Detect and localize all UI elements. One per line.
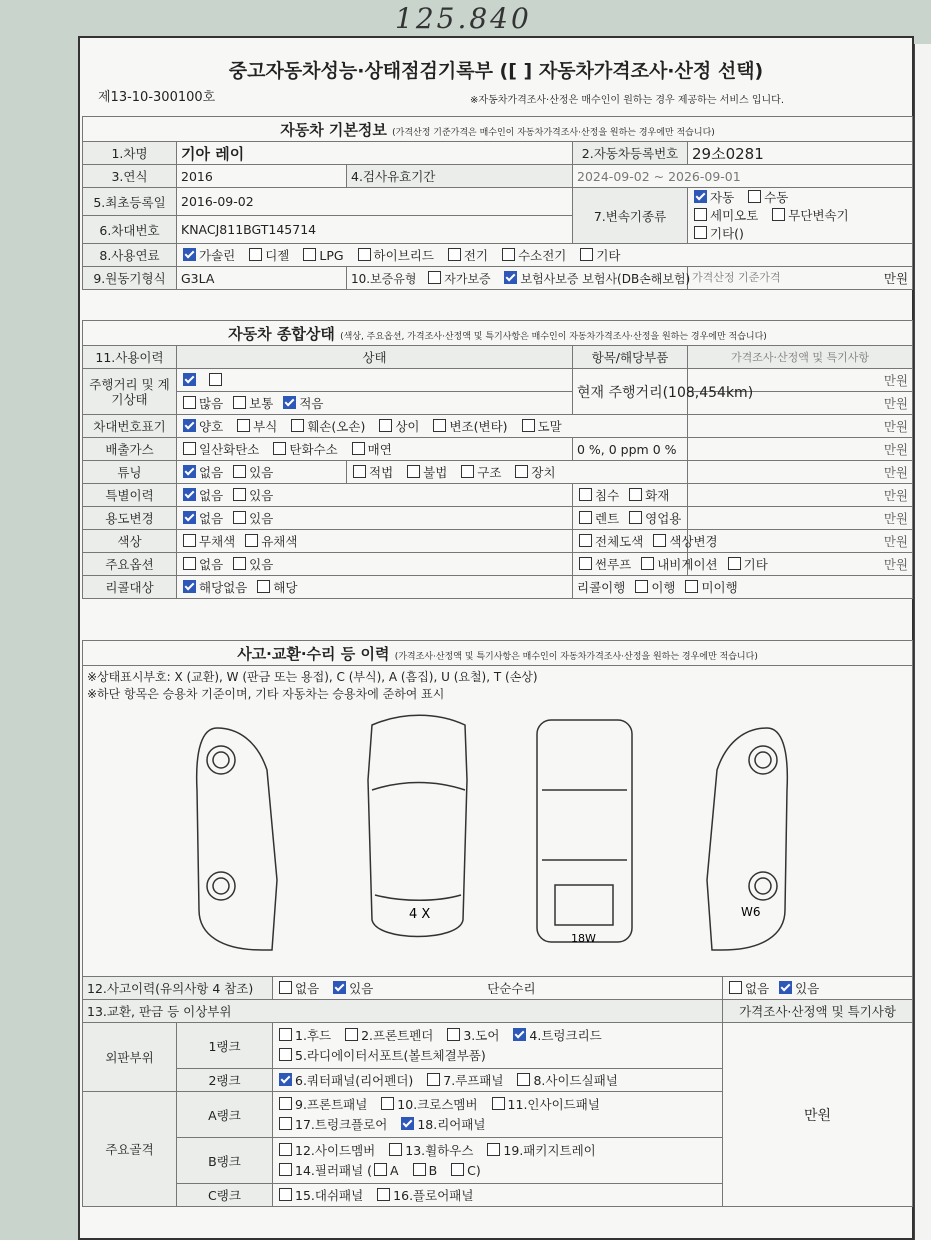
rankA-label: A랭크 [177, 1092, 273, 1138]
usage-label: 용도변경 [83, 507, 177, 530]
reg-no-label: 2.자동차등록번호 [573, 142, 688, 165]
parts-price-label: 가격조사·산정액 및 특기사항 [723, 1000, 913, 1023]
accident-section-header: 사고·교환·수리 등 이력 (가격조사·산정액 및 특기사항은 매수인이 자동차가격조사·산정을 원하는 경우에만 적습니다) [83, 641, 913, 666]
part-radiator-support-checkbox[interactable] [279, 1048, 292, 1061]
tuning-structure-checkbox[interactable] [461, 465, 474, 478]
fuel-hybrid-checkbox[interactable] [358, 248, 371, 261]
usage-rent-checkbox[interactable] [579, 511, 592, 524]
won-unit: 만원 [688, 392, 913, 415]
won-unit: 만원 [688, 438, 913, 461]
usage-items: 렌트 영업용 [573, 507, 688, 530]
rankC-label: C랭크 [177, 1184, 273, 1207]
won-unit: 만원 [688, 553, 913, 576]
mileage-state-1 [177, 369, 573, 392]
inspect-period: 2024-09-02 ~ 2026-09-01 [573, 165, 913, 188]
options-navi-checkbox[interactable] [641, 557, 654, 570]
emission-co-checkbox[interactable] [183, 442, 196, 455]
fuel-diesel-checkbox[interactable] [249, 248, 262, 261]
rank2-items: 6.쿼터패널(리어펜더) 7.루프패널 8.사이드실패널 [273, 1069, 723, 1092]
rankA-items: 9.프론트패널 10.크로스멤버 11.인사이드패널 17.트렁크플로어 18.리어패널 [273, 1092, 723, 1138]
mileage-normal-checkbox[interactable] [233, 396, 246, 409]
color-items: 전체도색 색상변경 [573, 530, 688, 553]
reg-no-value: 29소0281 [688, 142, 913, 165]
won-unit: 만원 [688, 530, 913, 553]
pillar-b-checkbox[interactable] [413, 1163, 426, 1176]
emission-label: 배출가스 [83, 438, 177, 461]
warranty-insurer-checkbox[interactable] [504, 271, 517, 284]
fuel-other-checkbox[interactable] [580, 248, 593, 261]
mileage-low-checkbox[interactable] [283, 396, 296, 409]
part-dash-panel-checkbox[interactable] [279, 1188, 292, 1201]
recall-label: 리콜대상 [83, 576, 177, 599]
recall-items: 리콜이행 이행 미이행 [573, 576, 913, 599]
special-items: 침수 화재 [573, 484, 688, 507]
pillar-a-checkbox[interactable] [374, 1163, 387, 1176]
won-unit: 만원 [688, 507, 913, 530]
top-view [368, 715, 467, 936]
rank2-label: 2랭크 [177, 1069, 273, 1092]
won-unit: 만원 [688, 369, 913, 392]
recall-notdone-checkbox[interactable] [685, 580, 698, 593]
color-chromatic-checkbox[interactable] [245, 534, 258, 547]
tuning-options: 없음 있음 [177, 461, 347, 484]
won-unit: 만원 [688, 461, 913, 484]
engine-label: 9.원동기형식 [83, 267, 177, 290]
usage-business-checkbox[interactable] [629, 511, 642, 524]
tuning-device-checkbox[interactable] [515, 465, 528, 478]
special-none-checkbox[interactable] [183, 488, 196, 501]
first-reg-label: 5.최초등록일 [83, 188, 177, 216]
part-rear-panel-checkbox[interactable] [401, 1117, 414, 1130]
mileage-label: 주행거리 및 계기상태 [83, 369, 177, 415]
rank1-label: 1랭크 [177, 1023, 273, 1069]
trans-label: 7.변속기종류 [573, 188, 688, 244]
recall-none-checkbox[interactable] [183, 580, 196, 593]
part-side-sill-checkbox[interactable] [517, 1073, 530, 1086]
frame-view [537, 720, 632, 942]
price-base-cell: 가격산정 기준가격 만원 [688, 267, 913, 290]
part-package-tray-checkbox[interactable] [487, 1143, 500, 1156]
tuning-yes-checkbox[interactable] [233, 465, 246, 478]
adjacent-page-edge [914, 44, 931, 1240]
recall-yes-checkbox[interactable] [257, 580, 270, 593]
recall-done-checkbox[interactable] [635, 580, 648, 593]
col-state: 상태 [177, 346, 573, 369]
part-fender-checkbox[interactable] [345, 1028, 358, 1041]
trans-auto-checkbox[interactable] [694, 190, 707, 203]
usage-none-checkbox[interactable] [183, 511, 196, 524]
tuning-legal-checkbox[interactable] [353, 465, 366, 478]
rankB-label: B랭크 [177, 1138, 273, 1184]
fuel-label: 8.사용연료 [83, 244, 177, 267]
parts-label: 13.교환, 판금 등 이상부위 [83, 1000, 723, 1023]
mileage-value: 현재 주행거리(108,454km) [573, 369, 688, 415]
fuel-hydrogen-checkbox[interactable] [502, 248, 515, 261]
simple-none-checkbox[interactable] [729, 981, 742, 994]
part-pillar-panel-checkbox[interactable] [279, 1163, 292, 1176]
part-side-member-checkbox[interactable] [279, 1143, 292, 1156]
color-full-paint-checkbox[interactable] [579, 534, 592, 547]
col-history: 11.사용이력 [83, 346, 177, 369]
warranty-row: 10.보증유형 자가보증 보험사보증 보험사(DB손해보험) [347, 267, 688, 290]
part-inside-panel-checkbox[interactable] [492, 1097, 505, 1110]
emission-values: 0 %, 0 ppm 0 % [573, 438, 688, 461]
trans-semi-checkbox[interactable] [694, 208, 707, 221]
car-name-label: 1.차명 [83, 142, 177, 165]
simple-repair-options: 없음 있음 [723, 977, 913, 1000]
vin-value: KNACJ811BGT145714 [177, 216, 573, 244]
basic-info-table [82, 116, 913, 290]
tuning-none-checkbox[interactable] [183, 465, 196, 478]
part-hood-checkbox[interactable] [279, 1028, 292, 1041]
options-sunroof-checkbox[interactable] [579, 557, 592, 570]
fuel-lpg-checkbox[interactable] [303, 248, 316, 261]
tuning-items: 적법 불법 구조 장치 [347, 461, 688, 484]
rankC-items: 15.대쉬패널 16.플로어패널 [273, 1184, 723, 1207]
fuel-gasoline-checkbox[interactable] [183, 248, 196, 261]
color-label: 색상 [83, 530, 177, 553]
legend: ※상태표시부호: X (교환), W (판금 또는 용접), C (부식), A (흠집), U (요철), T (손상) ※하단 항목은 승용차 기준이며, 기타 자동차는 승용차에 준하여 표시 [83, 666, 913, 707]
recall-options: 해당없음 해당 [177, 576, 573, 599]
options-other-checkbox[interactable] [728, 557, 741, 570]
color-achromatic-checkbox[interactable] [183, 534, 196, 547]
inspect-label: 4.검사유효기간 [347, 165, 573, 188]
mark-rear-panel: 18W [571, 932, 596, 945]
vin-mark-corrode-checkbox[interactable] [237, 419, 250, 432]
car-name-value: 기아 레이 [177, 142, 573, 165]
year-label: 3.연식 [83, 165, 177, 188]
year-value: 2016 [177, 165, 347, 188]
basic-section-header: 자동차 기본정보 (가격산정 기준가격은 매수인이 자동차가격조사·산정을 원하는 경우에만 적습니다) [83, 117, 913, 142]
trans-cvt-checkbox[interactable] [772, 208, 785, 221]
doc-number: 제13-10-300100호 [98, 90, 216, 105]
special-options: 없음 있음 [177, 484, 573, 507]
trans-other-checkbox[interactable] [694, 226, 707, 239]
won-unit: 만원 [688, 415, 913, 438]
special-flood-checkbox[interactable] [579, 488, 592, 501]
special-fire-checkbox[interactable] [629, 488, 642, 501]
part-trunk-floor-checkbox[interactable] [279, 1117, 292, 1130]
won-unit: 만원 [688, 484, 913, 507]
first-reg-value: 2016-09-02 [177, 188, 573, 216]
emission-hc-checkbox[interactable] [273, 442, 286, 455]
trans-options: 자동 수동 세미오토 무단변속기 기타() [688, 188, 913, 244]
col-item: 항목/해당부품 [573, 346, 688, 369]
mileage-bad-checkbox[interactable] [209, 373, 222, 386]
mark-quarter-panel: W6 [741, 905, 761, 919]
status-table [82, 320, 913, 599]
pillar-c-checkbox[interactable] [451, 1163, 464, 1176]
outer-label: 외판부위 [83, 1023, 177, 1092]
accident-yes-checkbox[interactable] [333, 981, 346, 994]
inspection-form [78, 36, 914, 1240]
color-change-checkbox[interactable] [653, 534, 666, 547]
parts-price-value: 만원 [723, 1023, 913, 1207]
options-items: 썬루프 내비게이션 기타 [573, 553, 688, 576]
color-options: 무채색 유채색 [177, 530, 573, 553]
part-roof-panel-checkbox[interactable] [427, 1073, 440, 1086]
vin-mark-damage-checkbox[interactable] [291, 419, 304, 432]
vin-mark-diff-checkbox[interactable] [379, 419, 392, 432]
side-view-left [197, 728, 277, 950]
options-label: 주요옵션 [83, 553, 177, 576]
part-front-panel-checkbox[interactable] [279, 1097, 292, 1110]
car-diagram-area [83, 706, 913, 977]
options-yes-checkbox[interactable] [233, 557, 246, 570]
fuel-electric-checkbox[interactable] [448, 248, 461, 261]
warranty-self-checkbox[interactable] [428, 271, 441, 284]
part-quarter-panel-checkbox[interactable] [279, 1073, 292, 1086]
trans-manual-checkbox[interactable] [748, 190, 761, 203]
status-section-header: 자동차 종합상태 (색상, 주요옵션, 가격조사·산정액 및 특기사항은 매수인이 자동차가격조사·산정을 원하는 경우에만 적습니다) [83, 321, 913, 346]
service-notice: ※자동차가격조사·산정은 매수인이 원하는 경우 제공하는 서비스 입니다. [470, 95, 784, 106]
part-cross-member-checkbox[interactable] [381, 1097, 394, 1110]
accident-table [82, 640, 913, 1207]
accident-none-checkbox[interactable] [279, 981, 292, 994]
col-price-note: 가격조사·산정액 및 특기사항 [688, 346, 913, 369]
part-door-checkbox[interactable] [447, 1028, 460, 1041]
vin-mark-label: 차대번호표기 [83, 415, 177, 438]
frame-label: 주요골격 [83, 1092, 177, 1207]
mark-trunk-lid: 4 X [409, 907, 431, 922]
vin-mark-options: 양호 부식 훼손(오손) 상이 변조(변타) 도말 [177, 415, 688, 438]
accident-history-label: 12.사고이력(유의사항 4 참조) [83, 977, 273, 1000]
vin-mark-altered-checkbox[interactable] [433, 419, 446, 432]
mileage-good-checkbox[interactable] [183, 373, 196, 386]
vin-mark-painted-checkbox[interactable] [522, 419, 535, 432]
car-diagrams [87, 710, 907, 972]
emission-options: 일산화탄소 탄화수소 매연 [177, 438, 573, 461]
options-options: 없음 있음 [177, 553, 573, 576]
accident-history-row: 없음 있음 단순수리 [273, 977, 723, 1000]
usage-yes-checkbox[interactable] [233, 511, 246, 524]
form-title: 중고자동차성능·상태점검기록부 ([ ] 자동차가격조사·산정 선택) [228, 60, 764, 82]
part-floor-panel-checkbox[interactable] [377, 1188, 390, 1201]
mileage-high-checkbox[interactable] [183, 396, 196, 409]
options-none-checkbox[interactable] [183, 557, 196, 570]
handwritten-note: 125.840 [395, 2, 532, 35]
vin-mark-good-checkbox[interactable] [183, 419, 196, 432]
vin-label: 6.차대번호 [83, 216, 177, 244]
tuning-label: 튜닝 [83, 461, 177, 484]
fuel-options: 가솔린 디젤 LPG 하이브리드 전기 수소전기 기타 [177, 244, 913, 267]
mileage-state-2: 많음 보통 적음 [177, 392, 573, 415]
tuning-illegal-checkbox[interactable] [407, 465, 420, 478]
rank1-items: 1.후드 2.프론트펜더 3.도어 4.트렁크리드 5.라디에이터서포트(볼트체결부품) [273, 1023, 723, 1069]
special-yes-checkbox[interactable] [233, 488, 246, 501]
emission-smoke-checkbox[interactable] [352, 442, 365, 455]
rankB-items: 12.사이드멤버 13.휠하우스 19.패키지트레이 14.필러패널 ( A B C) [273, 1138, 723, 1184]
special-label: 특별이력 [83, 484, 177, 507]
simple-yes-checkbox[interactable] [779, 981, 792, 994]
usage-options: 없음 있음 [177, 507, 573, 530]
part-trunk-lid-checkbox[interactable] [513, 1028, 526, 1041]
part-wheel-house-checkbox[interactable] [389, 1143, 402, 1156]
engine-value: G3LA [177, 267, 347, 290]
